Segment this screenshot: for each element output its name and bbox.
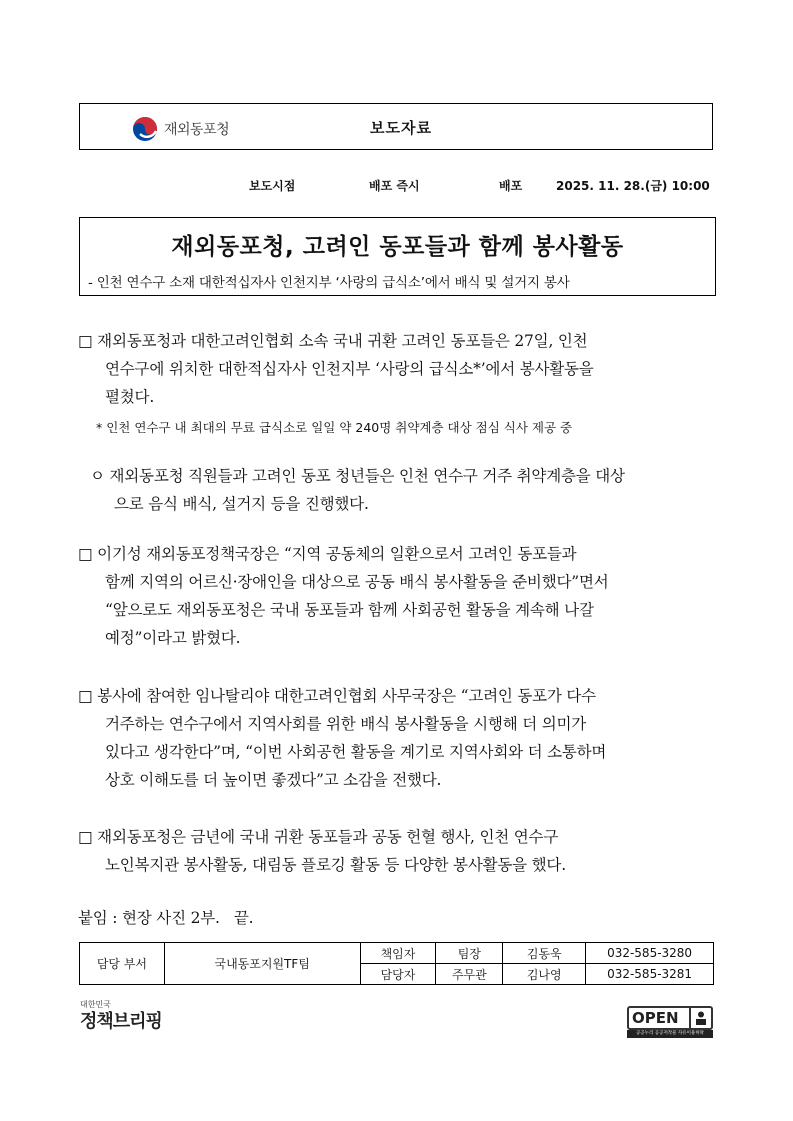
- header-box: [79, 103, 713, 150]
- open-label: OPEN: [632, 1009, 679, 1027]
- open-caption: 공공누리 공공저작물 자유이용허락: [627, 1030, 713, 1038]
- paragraph-line: 펼쳤다.: [105, 388, 155, 406]
- contact-role: 책임자: [360, 943, 436, 964]
- paragraph-line: ㅇ 재외동포청 직원들과 고려인 동포 청년들은 인천 연수구 거주 취약계층을 대상: [90, 467, 625, 485]
- contact-title: 주무관: [436, 964, 503, 985]
- contact-name: 김나영: [503, 964, 586, 985]
- contact-name: 김동욱: [503, 943, 586, 964]
- release-dist-label: 배포: [499, 179, 523, 193]
- attachment-note: 붙임 : 현장 사진 2부. 끝.: [78, 909, 254, 927]
- paragraph-line: 상호 이해도를 더 높이면 좋겠다”고 소감을 전했다.: [105, 771, 442, 789]
- paragraph-line: 노인복지관 봉사활동, 대림동 플로깅 활동 등 다양한 봉사활동을 했다.: [105, 856, 566, 874]
- main-title: 재외동포청, 고려인 동포들과 함께 봉사활동: [171, 234, 624, 260]
- sub-title: - 인천 연수구 소재 대한적십자사 인천지부 ‘사랑의 급식소’에서 배식 및 설거지 봉사: [88, 275, 570, 291]
- paragraph-line: 함께 지역의 어르신·장애인을 대상으로 공동 배식 봉사활동을 준비했다”면서: [105, 573, 609, 591]
- open-license-logo: [627, 1006, 713, 1038]
- org-name: 재외동포청: [164, 122, 230, 138]
- dept-label: 담당 부서: [80, 943, 165, 985]
- org-logo: [132, 116, 229, 142]
- paragraph-2: [90, 462, 720, 518]
- paragraph-4: [78, 682, 718, 794]
- contact-table: [79, 942, 714, 985]
- paragraph-line: 으로 음식 배식, 설거지 등을 진행했다.: [114, 495, 369, 513]
- contact-phone: 032-585-3280: [586, 943, 714, 964]
- paragraph-line: 예정”이라고 밝혔다.: [105, 629, 241, 647]
- table-row: [80, 943, 714, 964]
- policy-briefing-logo: [80, 1000, 162, 1034]
- release-time-label: 보도시점: [249, 179, 296, 193]
- taegeuk-icon: [132, 116, 158, 142]
- footnote: * 인천 연수구 내 최대의 무료 급식소로 일일 약 240명 취약계층 대상 점심 식사 제공 중: [96, 420, 573, 435]
- title-box: [79, 217, 716, 296]
- paragraph-3: [78, 540, 718, 652]
- release-time-value: 배포 즉시: [369, 179, 420, 193]
- paragraph-line: 연수구에 위치한 대한적십자사 인천지부 ‘사랑의 급식소*’에서 봉사활동을: [105, 360, 594, 378]
- contact-phone: 032-585-3281: [586, 964, 714, 985]
- paragraph-line: □ 재외동포청과 대한고려인협회 소속 국내 귀환 고려인 동포들은 27일, 인천: [78, 332, 588, 350]
- paragraph-line: □ 봉사에 참여한 임나탈리야 대한고려인협회 사무국장은 “고려인 동포가 다수: [78, 687, 596, 705]
- release-info: [0, 177, 793, 197]
- brand-large: 정책브리핑: [80, 1011, 162, 1032]
- paragraph-line: □ 재외동포청은 금년에 국내 귀환 동포들과 공동 헌혈 행사, 인천 연수구: [78, 828, 559, 846]
- paragraph-line: □ 이기성 재외동포정책국장은 “지역 공동체의 일환으로서 고려인 동포들과: [78, 545, 577, 563]
- paragraph-line: 있다고 생각한다”며, “이번 사회공헌 활동을 계기로 지역사회와 더 소통하며: [105, 743, 607, 761]
- brand-small: 대한민국: [80, 1000, 111, 1009]
- dept-value: 국내동포지원TF팀: [164, 943, 360, 985]
- contact-title: 팀장: [436, 943, 503, 964]
- person-icon: [689, 1008, 711, 1028]
- paragraph-line: 거주하는 연수구에서 지역사회를 위한 배식 봉사활동을 시행해 더 의미가: [105, 715, 587, 733]
- doc-type-label: 보도자료: [370, 119, 432, 137]
- paragraph-5: [78, 823, 718, 879]
- release-dist-value: 2025. 11. 28.(금) 10:00: [556, 179, 710, 193]
- contact-role: 담당자: [360, 964, 436, 985]
- paragraph-1: [78, 327, 718, 411]
- paragraph-line: “앞으로도 재외동포청은 국내 동포들과 함께 사회공헌 활동을 계속해 나갈: [105, 601, 594, 619]
